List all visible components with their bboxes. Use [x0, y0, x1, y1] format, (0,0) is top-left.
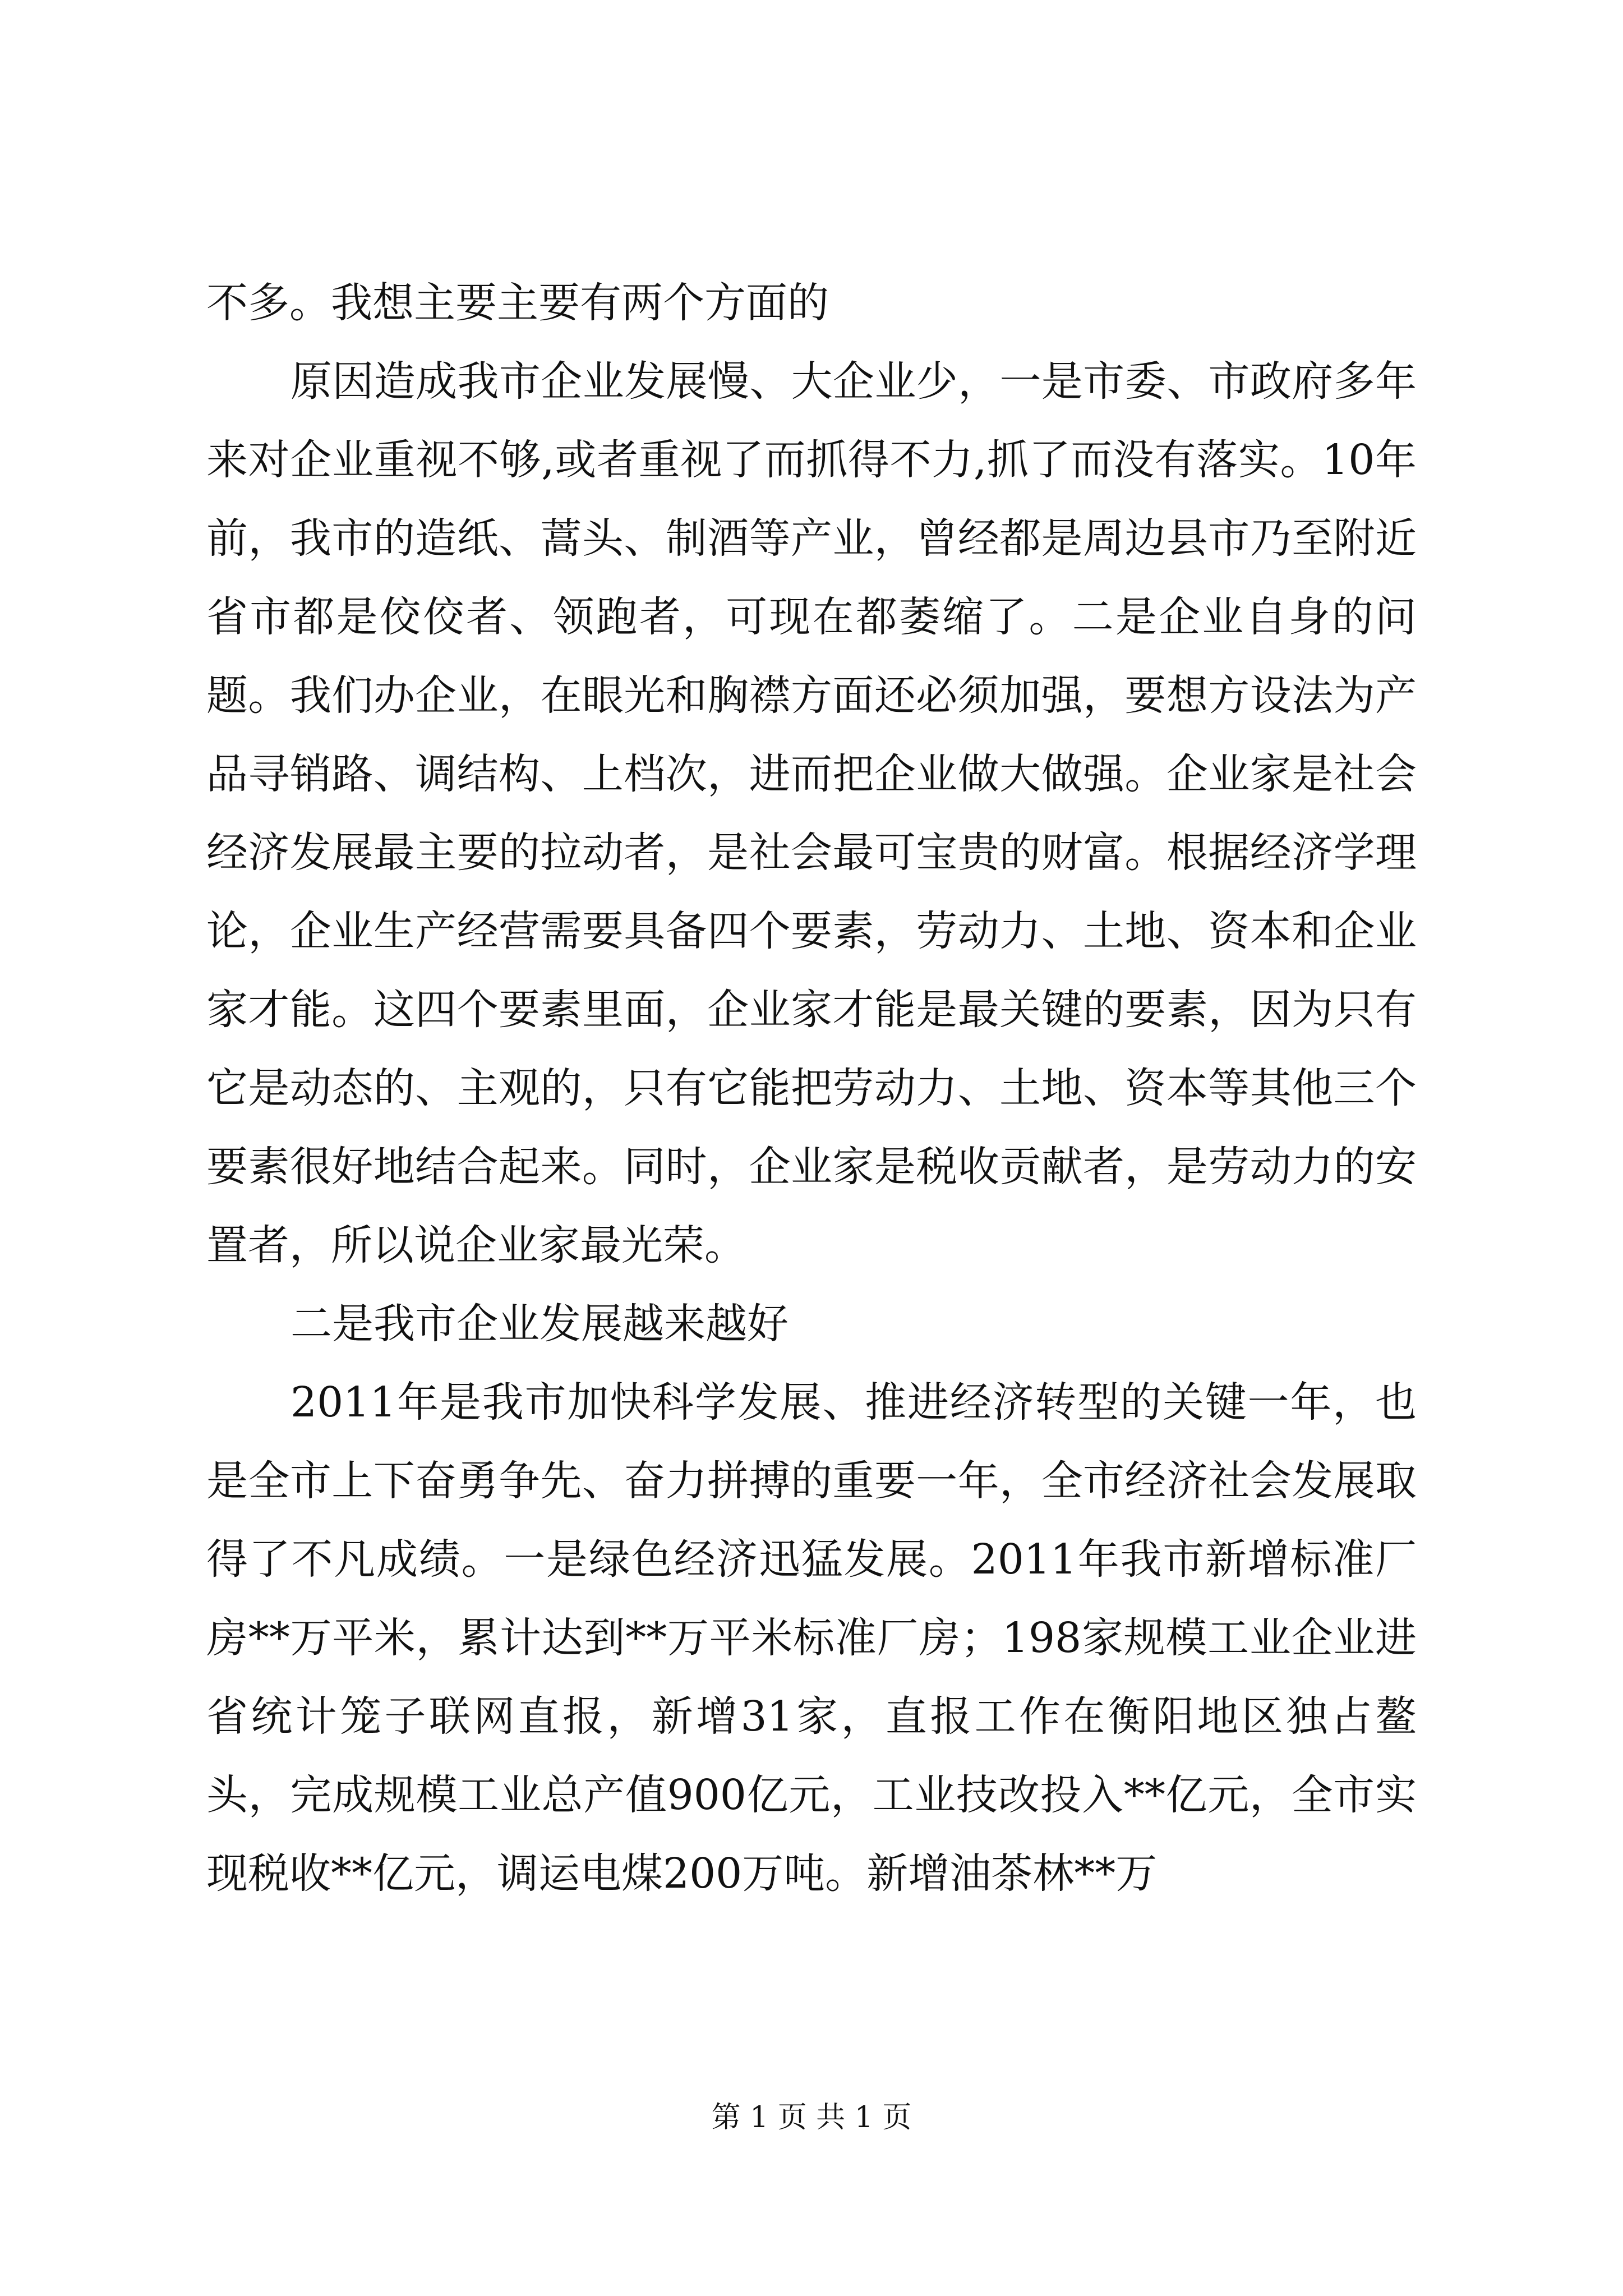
document-body — [206, 264, 1417, 1913]
paragraph-3: 2011年是我市加快科学发展、推进经济转型的关键一年，也是全市上下奋勇争先、奋力拼搏的重要一年，全市经济社会发展取得了不凡成绩。一是绿色经济迅猛发展。2011年我市新增标准厂房**万平米，累计达到**万平米标准厂房；198家规模工业企业进省统计笼子联网直报，新增31家，直报工作在衡阳地区独占鳌头，完成规模工业总产值900亿元，工业技改投入**亿元，全市实现税收**亿元，调运电煤200万吨。新增油茶林**万 — [206, 1378, 1417, 1898]
paragraph-1: 不多。我想主要主要有两个方面的 — [206, 279, 829, 327]
paragraph-2: 原因造成我市企业发展慢、大企业少，一是市委、市政府多年来对企业重视不够,或者重视了而抓得不力,抓了而没有落实。10年前，我市的造纸、蒿头、制酒等产业，曾经都是周边县市乃至附近省市都是佼佼者、领跑者，可现在都萎缩了。二是企业自身的问题。我们办企业，在眼光和胸襟方面还必须加强，要想方设法为产品寻销路、调结构、上档次，进而把企业做大做强。企业家是社会经济发展最主要的拉动者，是社会最可宝贵的财富。根据经济学理论，企业生产经营需要具备四个要素，劳动力、土地、资本和企业家才能。这四个要素里面，企业家才能是最关键的要素，因为只有它是动态的、主观的，只有它能把劳动力、土地、资本等其他三个要素很好地结合起来。同时，企业家是税收贡献者，是劳动力的安置者，所以说企业家最光荣。 — [206, 357, 1417, 1269]
page-footer: 第 1 页 共 1 页 — [711, 2101, 912, 2134]
section-heading: 二是我市企业发展越来越好 — [291, 1300, 789, 1348]
